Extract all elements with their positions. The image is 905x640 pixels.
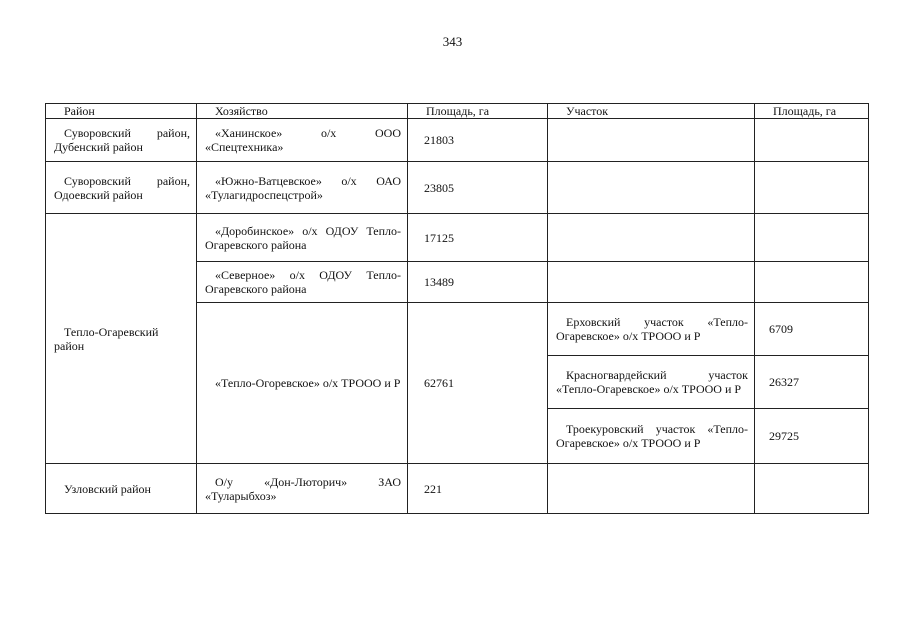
area-cell [408, 162, 548, 214]
plot-area-cell [755, 356, 869, 409]
area-value: 221 [424, 481, 442, 496]
plot-area-cell [755, 162, 869, 214]
area-value: 21803 [424, 133, 454, 147]
district-text: Суворовский район, Одоевский район [54, 173, 190, 202]
table-row [46, 464, 869, 514]
district-cell [46, 162, 197, 214]
district-cell [46, 214, 197, 464]
plot-area-cell [755, 119, 869, 162]
plot-cell [548, 162, 755, 214]
area-cell [408, 262, 548, 303]
table-row [46, 214, 869, 262]
table-row [46, 119, 869, 162]
header-area: Площадь, га [408, 104, 548, 119]
hunting-grounds-table [45, 103, 869, 514]
plot-area-cell [755, 303, 869, 356]
area-cell [408, 214, 548, 262]
header-plot-area: Площадь, га [755, 104, 869, 119]
farm-text: «Ханинское» о/х ООО «Спецтехника» [205, 126, 401, 154]
farm-cell [197, 214, 408, 262]
farm-text: «Доробинское» о/х ОДОУ Тепло-Огаревского района [205, 223, 401, 252]
header-farm: Хозяйство [197, 104, 408, 119]
area-cell [408, 119, 548, 162]
plot-cell [548, 119, 755, 162]
header-district: Район [46, 104, 197, 119]
area-value: 23805 [424, 180, 454, 195]
header-plot: Участок [548, 104, 755, 119]
plot-area-value: 29725 [769, 429, 799, 443]
farm-cell [197, 303, 408, 464]
page-number: 343 [442, 34, 463, 49]
plot-area-value: 6709 [769, 322, 793, 336]
farm-text: О/у «Дон-Люторич» ЗАО «Туларыбхоз» [205, 474, 401, 503]
plot-area-cell [755, 214, 869, 262]
plot-text: Красногвардейский участок «Тепло-Огаревское» о/х ТРООО и Р [556, 368, 748, 396]
area-value: 13489 [424, 275, 454, 289]
plot-area-value: 26327 [769, 375, 799, 389]
plot-text: Троекуровский участок «Тепло-Огаревское» о/х ТРООО и Р [556, 422, 748, 450]
district-cell [46, 464, 197, 514]
plot-area-cell [755, 262, 869, 303]
farm-cell [197, 262, 408, 303]
plot-cell [548, 214, 755, 262]
plot-area-cell [755, 409, 869, 464]
table-row [46, 162, 869, 214]
district-cell [46, 119, 197, 162]
plot-cell [548, 409, 755, 464]
farm-cell [197, 464, 408, 514]
district-text: Тепло-Огаревский район [54, 324, 159, 353]
farm-text: «Северное» о/х ОДОУ Тепло-Огаревского района [205, 268, 401, 296]
area-value: 62761 [424, 376, 454, 390]
plot-cell [548, 303, 755, 356]
table-header-row [46, 104, 869, 119]
farm-cell [197, 119, 408, 162]
plot-cell [548, 356, 755, 409]
farm-cell [197, 162, 408, 214]
area-value: 17125 [424, 230, 454, 245]
plot-text: Ерховский участок «Тепло-Огаревское» о/х ТРООО и Р [556, 315, 748, 343]
district-text: Суворовский район, Дубенский район [54, 126, 190, 154]
plot-area-cell [755, 464, 869, 514]
district-text: Узловский район [64, 481, 151, 496]
farm-text: «Тепло-Огоревское» о/х ТРООО и Р [215, 376, 401, 390]
plot-cell [548, 464, 755, 514]
plot-cell [548, 262, 755, 303]
area-cell [408, 303, 548, 464]
area-cell [408, 464, 548, 514]
farm-text: «Южно-Ватцевское» о/х ОАО «Тулагидроспецстрой» [205, 173, 401, 202]
